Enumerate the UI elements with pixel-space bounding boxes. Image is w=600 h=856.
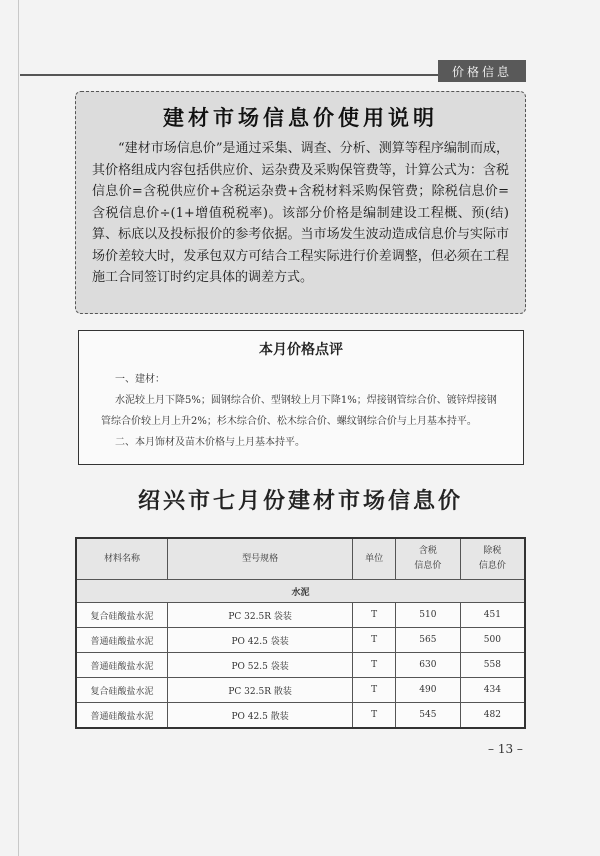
cell-tax-excluded-price: 482 (460, 703, 525, 729)
section-tag: 价格信息 (438, 60, 526, 82)
table-row (76, 678, 525, 703)
table-row (76, 603, 525, 628)
review-line-finishing-materials: 二、本月饰材及苗木价格与上月基本持平。 (115, 437, 305, 448)
review-title: 本月价格点评 (259, 342, 343, 358)
cell-unit: T (353, 603, 396, 628)
cell-tax-excluded-price: 500 (460, 628, 525, 653)
header-tax-excluded-line1: 除税 (483, 546, 502, 556)
monthly-review-box (78, 330, 524, 465)
cell-spec: PO 42.5 散装 (168, 703, 353, 729)
header-unit: 单位 (353, 538, 396, 580)
cell-tax-included-price: 545 (395, 703, 460, 729)
cell-unit: T (353, 703, 396, 729)
cell-material-name: 普通硅酸盐水泥 (76, 653, 168, 678)
notice-title: 建材市场信息价使用说明 (163, 106, 438, 130)
cell-material-name: 普通硅酸盐水泥 (76, 703, 168, 729)
price-list-title: 绍兴市七月份建材市场信息价 (137, 489, 463, 514)
cell-spec: PC 32.5R 散装 (168, 678, 353, 703)
usage-notice-box (75, 91, 526, 314)
category-row (76, 580, 525, 603)
table-row (76, 703, 525, 729)
page-number: – 13 – (488, 742, 523, 756)
cell-tax-excluded-price: 434 (460, 678, 525, 703)
cell-spec: PO 52.5 袋装 (168, 653, 353, 678)
cell-tax-included-price: 490 (395, 678, 460, 703)
price-table (75, 537, 526, 729)
cell-spec: PO 42.5 袋装 (168, 628, 353, 653)
table-row (76, 653, 525, 678)
cell-material-name: 普通硅酸盐水泥 (76, 628, 168, 653)
table-row (76, 628, 525, 653)
table-header-row (76, 538, 525, 580)
cell-tax-included-price: 565 (395, 628, 460, 653)
cell-unit: T (353, 678, 396, 703)
cell-unit: T (353, 653, 396, 678)
header-tax-included-price (395, 538, 460, 580)
cell-tax-included-price: 630 (395, 653, 460, 678)
header-tax-included-line1: 含税 (418, 546, 437, 556)
header-tax-included-line2: 信息价 (414, 561, 442, 571)
cell-material-name: 复合硅酸盐水泥 (76, 678, 168, 703)
cell-spec: PC 32.5R 袋装 (168, 603, 353, 628)
header-material-name: 材料名称 (76, 538, 168, 580)
cell-material-name: 复合硅酸盐水泥 (76, 603, 168, 628)
cell-tax-excluded-price: 558 (460, 653, 525, 678)
header-spec: 型号规格 (168, 538, 353, 580)
cell-tax-included-price: 510 (395, 603, 460, 628)
cell-unit: T (353, 628, 396, 653)
header-tax-excluded-price (460, 538, 525, 580)
header-tax-excluded-line2: 信息价 (478, 561, 506, 571)
notice-body: “建材市场信息价”是通过采集、调查、分析、测算等程序编制而成，其价格组成内容包括供应价、运杂费及采购保管费等，计算公式为：含税信息价=含税供应价+含税运杂费+含税材料采购保管费；除税信息价=含税信息价÷(1+增值税税率)。该部分价格是编制建设工程概、预(结)算、标底以及投标报价的参考依据。当市场发生波动造成信息价与实际市场价差较大时，发承包双方可结合工程实际进行价差调整，但必须在工程施工合同签订时约定具体的调差方式。 (92, 141, 509, 285)
cell-tax-excluded-price: 451 (460, 603, 525, 628)
page-binding-edge (18, 0, 19, 856)
category-cement: 水泥 (76, 580, 525, 603)
review-line-price-changes: 水泥较上月下降5%；圆钢综合价、型钢较上月下降1%；焊接钢管综合价、镀锌焊接钢管综合价较上月上升2%；杉木综合价、松木综合价、螺纹钢综合价与上月基本持平。 (101, 395, 497, 427)
review-line-building-materials: 一、建材： (115, 374, 165, 385)
